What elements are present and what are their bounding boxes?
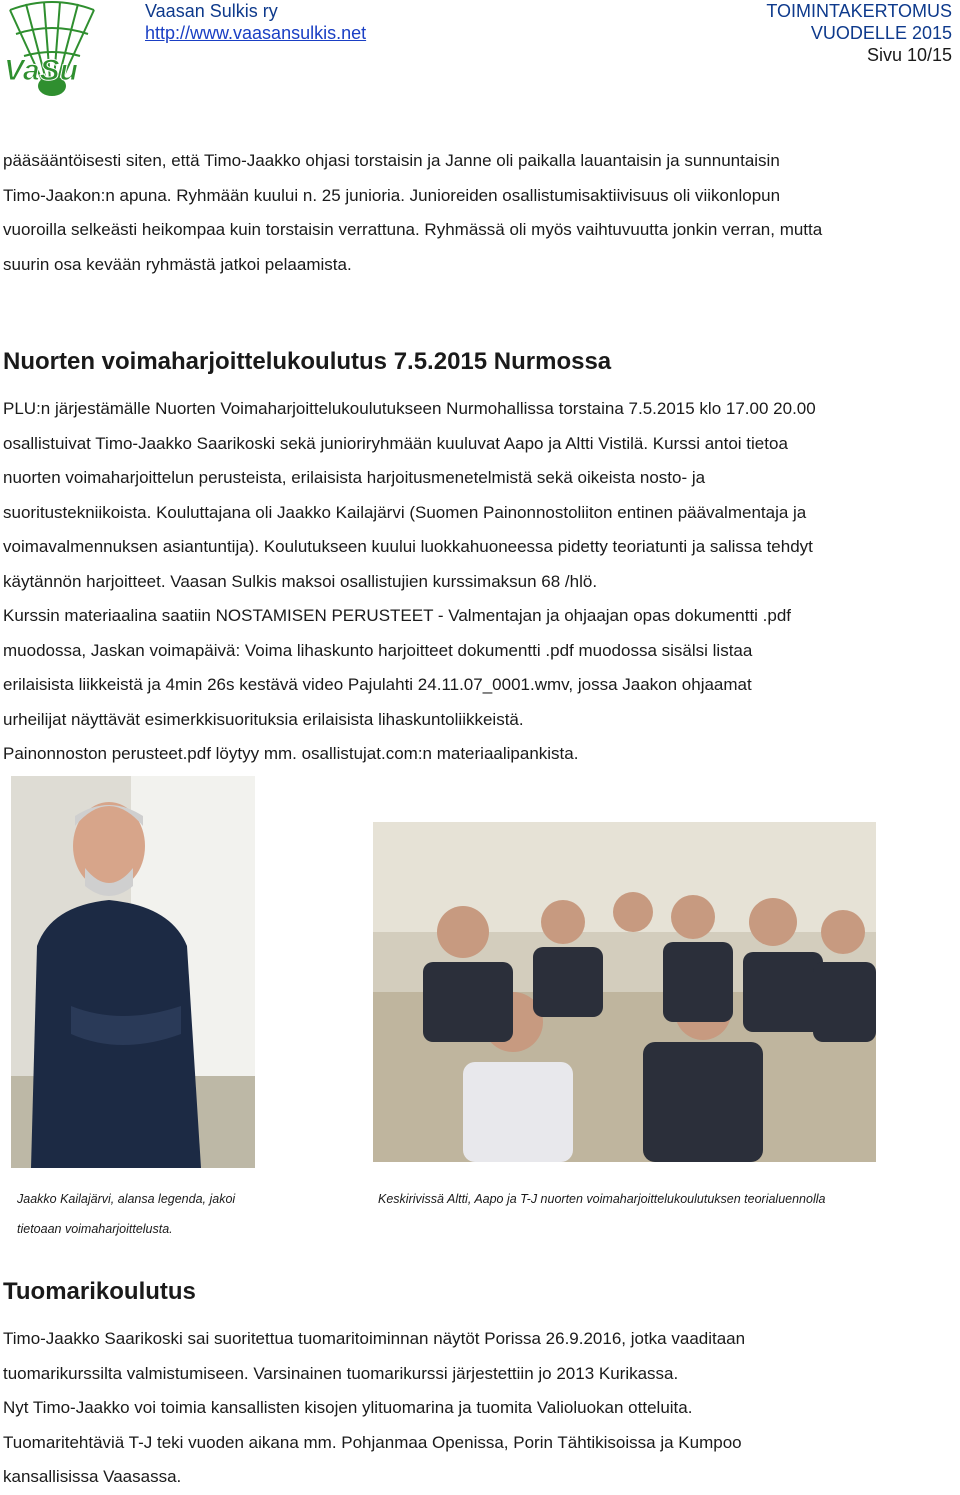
text-line: tuomarikurssilta valmistumiseen. Varsinainen tuomarikurssi järjestettiin jo 2013 Kurikassa. [3, 1363, 679, 1383]
caption-right: Keskirivissä Altti, Aapo ja T-J nuorten voimaharjoittelukoulutuksen teorialuennolla [378, 1192, 826, 1206]
page-number: Sivu 10/15 [866, 45, 952, 65]
text-line: nuorten voimaharjoittelun perusteista, erilaisista harjoitusmenetelmistä sekä oikeista nosto- ja [3, 468, 706, 487]
text-line: vuoroilla selkeästi heikompaa kuin torstaisin verrattuna. Ryhmässä oli myös vaihtuvuutta jonkin verran, mutta [3, 220, 823, 239]
text-line: voimavalmennuksen asiantuntija). Koulutukseen kuului luokkahuoneessa pidetty teoriatunti ja salissa tehdyt [3, 537, 813, 556]
text-line: suoritustekniikoista. Kouluttajana oli Jaakko Kailajärvi (Suomen Painonnostoliiton entinen päävalmentaja ja [3, 502, 807, 522]
website-link[interactable]: http://www.vaasansulkis.net [145, 23, 367, 43]
text-line: pääsääntöisesti siten, että Timo-Jaakko ohjasi torstaisin ja Janne oli paikalla lauantaisin ja sunnuntaisin [3, 151, 780, 170]
text-line: urheilijat näyttävät esimerkkisuorituksia erilaisista lihaskuntoliikkeistä. [3, 709, 524, 729]
logo-text: VaSu [4, 54, 78, 87]
org-name: Vaasan Sulkis ry [145, 1, 278, 21]
caption-left-line1: Jaakko Kailajärvi, alansa legenda, jakoi [17, 1192, 236, 1206]
text-line: Tuomaritehtäviä T-J teki vuoden aikana mm. Pohjanmaa Openissa, Porin Tähtikisoissa ja Kumpoo [3, 1432, 742, 1452]
header-right [766, 0, 952, 66]
text-line: käytännön harjoitteet. Vaasan Sulkis maksoi osallistujien kurssimaksun 68 /hlö. [3, 571, 598, 591]
photo-classroom [373, 822, 876, 1162]
text-line: Painonnoston perusteet.pdf löytyy mm. osallistujat.com:n materiaalipankista. [3, 744, 579, 763]
caption-left-line2: tietoaan voimaharjoittelusta. [17, 1222, 173, 1236]
text-line: Timo-Jaakon:n apuna. Ryhmään kuului n. 25 junioria. Junioreiden osallistumisaktiivisuus oli viikonlopun [3, 185, 781, 205]
text-line: suurin osa kevään ryhmästä jatkoi pelaamista. [3, 254, 352, 274]
text-line: erilaisista liikkeistä ja 4min 26s kestävä video Pajulahti 24.11.07_0001.wmv, jossa Jaakon ohjaamat [3, 675, 752, 694]
text-line: PLU:n järjestämälle Nuorten Voimaharjoittelukoulutukseen Nurmohallissa torstaina 7.5.2015 klo 17.00 20.00 [3, 399, 816, 418]
intro-paragraph [3, 144, 953, 282]
text-line: Kurssin materiaalina saatiin NOSTAMISEN PERUSTEET - Valmentajan ja ohjaajan opas dokumentti .pdf [3, 606, 792, 625]
text-line: osallistuivat Timo-Jaakko Saarikoski sekä junioriryhmään kuuluvat Aapo ja Altti Vistilä. Kurssi antoi tietoa [3, 433, 788, 453]
doc-title-line2: VUODELLE 2015 [810, 23, 952, 43]
section-heading-referee-training: Tuomarikoulutus [3, 1278, 196, 1305]
photo-lecturer [11, 776, 255, 1168]
text-line: kansallisissa Vaasassa. [3, 1467, 182, 1486]
vasu-logo [2, 0, 112, 104]
text-line: muodossa, Jaskan voimapäivä: Voima lihaskunto harjoitteet dokumentti .pdf muodossa sisälsi listaa [3, 640, 753, 660]
section1-paragraph [3, 392, 953, 772]
doc-title-line1: TOIMINTAKERTOMUS [766, 1, 952, 21]
text-line: Timo-Jaakko Saarikoski sai suoritettua tuomaritoiminnan näytöt Porissa 26.9.2016, jotka vaaditaan [3, 1329, 746, 1348]
text-line: Nyt Timo-Jaakko voi toimia kansallisten kisojen ylituomarina ja tuomita Valioluokan otteluita. [3, 1398, 693, 1417]
header-left [145, 0, 366, 44]
section-heading-strength-training: Nuorten voimaharjoittelukoulutus 7.5.2015 Nurmossa [3, 348, 612, 375]
section2-paragraph [3, 1322, 953, 1495]
